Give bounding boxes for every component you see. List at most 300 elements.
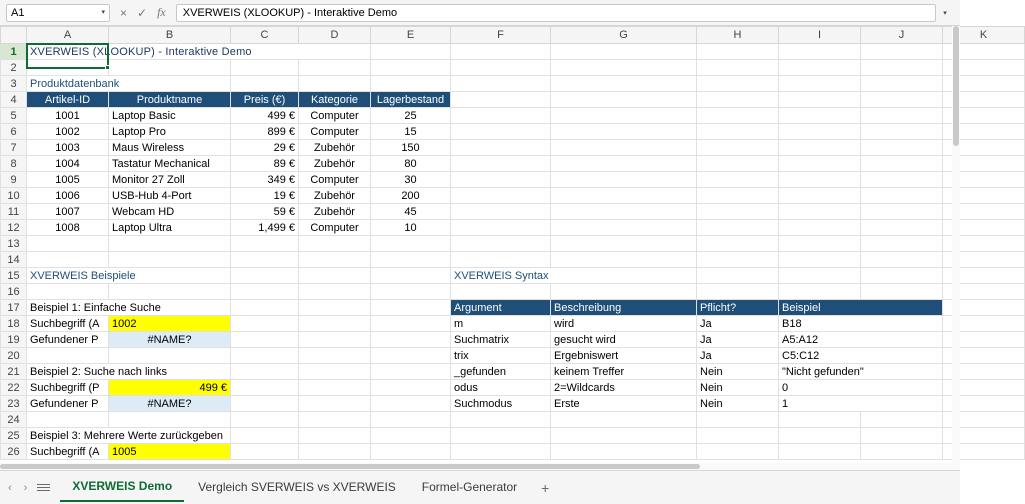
syntax-cell-beispiel[interactable]: C5:C12 [779, 348, 943, 364]
cell-G8[interactable] [551, 156, 697, 172]
row-header-5[interactable]: 5 [1, 108, 27, 124]
db-cell-stock[interactable]: 200 [371, 188, 451, 204]
row-header-6[interactable]: 6 [1, 124, 27, 140]
cell-J15[interactable] [861, 268, 943, 284]
cell-A19-example1-result-label[interactable]: Gefundener P [27, 332, 109, 348]
cell-J5[interactable] [861, 108, 943, 124]
cell-G3[interactable] [551, 76, 697, 92]
row-header-19[interactable]: 19 [1, 332, 27, 348]
cell-F15-section-syntax[interactable]: XVERWEIS Syntax [451, 268, 697, 284]
cell-G13[interactable] [551, 236, 697, 252]
row-header-24[interactable]: 24 [1, 412, 27, 428]
row-header-3[interactable]: 3 [1, 76, 27, 92]
cell-A18-example1-label[interactable]: Suchbegriff (A [27, 316, 109, 332]
cell-H14[interactable] [697, 252, 779, 268]
cell-I4[interactable] [779, 92, 861, 108]
vertical-scrollbar-thumb[interactable] [953, 26, 959, 146]
cell-A21-example2-title[interactable]: Beispiel 2: Suche nach links [27, 364, 231, 380]
cell-A1-title[interactable]: XVERWEIS (XLOOKUP) - Interaktive Demo [27, 44, 371, 60]
cell-A2[interactable] [27, 60, 109, 76]
db-header-kategorie[interactable]: Kategorie [299, 92, 371, 108]
spreadsheet-grid[interactable] [0, 26, 988, 466]
column-header-C[interactable]: C [231, 27, 299, 44]
syntax-header-beispiel[interactable]: Beispiel [779, 300, 943, 316]
cell-F24[interactable] [451, 412, 551, 428]
db-cell-price[interactable]: 89 € [231, 156, 299, 172]
cell-I3[interactable] [779, 76, 861, 92]
cell-E3[interactable] [371, 76, 451, 92]
syntax-cell-beschreibung[interactable]: 2=Wildcards [551, 380, 697, 396]
row-header-20[interactable]: 20 [1, 348, 27, 364]
cell-E14[interactable] [371, 252, 451, 268]
db-cell-stock[interactable]: 45 [371, 204, 451, 220]
syntax-cell-argument[interactable]: trix [451, 348, 551, 364]
cell-B14[interactable] [109, 252, 231, 268]
cell-I25[interactable] [779, 428, 861, 444]
cell-J16[interactable] [861, 284, 943, 300]
cell-F3[interactable] [451, 76, 551, 92]
cell-G14[interactable] [551, 252, 697, 268]
db-cell-id[interactable]: 1002 [27, 124, 109, 140]
cell-F2[interactable] [451, 60, 551, 76]
cell-J3[interactable] [861, 76, 943, 92]
db-cell-price[interactable]: 29 € [231, 140, 299, 156]
cell-F25[interactable] [451, 428, 551, 444]
cell-J12[interactable] [861, 220, 943, 236]
cell-G6[interactable] [551, 124, 697, 140]
row-header-9[interactable]: 9 [1, 172, 27, 188]
db-cell-id[interactable]: 1006 [27, 188, 109, 204]
cell-C22[interactable] [231, 380, 299, 396]
cell-I7[interactable] [779, 140, 861, 156]
cell-I14[interactable] [779, 252, 861, 268]
cell-J26[interactable] [861, 444, 943, 460]
syntax-cell-argument[interactable]: Suchmodus [451, 396, 551, 412]
db-cell-price[interactable]: 19 € [231, 188, 299, 204]
cell-E19[interactable] [371, 332, 451, 348]
cell-G10[interactable] [551, 188, 697, 204]
cell-I5[interactable] [779, 108, 861, 124]
column-header-G[interactable]: G [551, 27, 697, 44]
row-header-7[interactable]: 7 [1, 140, 27, 156]
db-header-artikel-id[interactable]: Artikel-ID [27, 92, 109, 108]
sheet-tab-formel-generator[interactable] [410, 474, 529, 501]
cell-G12[interactable] [551, 220, 697, 236]
syntax-header-beschreibung[interactable]: Beschreibung [551, 300, 697, 316]
cell-E20[interactable] [371, 348, 451, 364]
cell-A20[interactable] [27, 348, 109, 364]
column-header-H[interactable]: H [697, 27, 779, 44]
formula-input[interactable] [176, 4, 936, 22]
cell-E24[interactable] [371, 412, 451, 428]
row-header-11[interactable]: 11 [1, 204, 27, 220]
syntax-cell-pflicht[interactable]: Nein [697, 380, 779, 396]
db-cell-price[interactable]: 499 € [231, 108, 299, 124]
cell-H8[interactable] [697, 156, 779, 172]
syntax-cell-beschreibung[interactable]: Ergebniswert [551, 348, 697, 364]
cell-F13[interactable] [451, 236, 551, 252]
row-header-8[interactable]: 8 [1, 156, 27, 172]
row-header-26[interactable]: 26 [1, 444, 27, 460]
cell-C14[interactable] [231, 252, 299, 268]
cell-G11[interactable] [551, 204, 697, 220]
cell-D24[interactable] [299, 412, 371, 428]
db-cell-name[interactable]: Maus Wireless [109, 140, 231, 156]
row-header-10[interactable]: 10 [1, 188, 27, 204]
sheet-tab-xverweis-demo[interactable] [60, 473, 184, 502]
cell-E15[interactable] [371, 268, 451, 284]
cell-B26-example3-value[interactable]: 1005 [109, 444, 231, 460]
db-cell-category[interactable]: Zubehör [299, 204, 371, 220]
column-header-A[interactable]: A [27, 27, 109, 44]
cell-J7[interactable] [861, 140, 943, 156]
cell-H2[interactable] [697, 60, 779, 76]
cell-A26-example3-label[interactable]: Suchbegriff (A [27, 444, 109, 460]
cell-G24[interactable] [551, 412, 697, 428]
cell-H15[interactable] [697, 268, 779, 284]
cell-C23[interactable] [231, 396, 299, 412]
cell-C19[interactable] [231, 332, 299, 348]
cell-E16[interactable] [371, 284, 451, 300]
cell-J6[interactable] [861, 124, 943, 140]
cell-H24[interactable] [697, 412, 779, 428]
cell-A14[interactable] [27, 252, 109, 268]
syntax-cell-beispiel[interactable]: "Nicht gefunden" [779, 364, 943, 380]
cell-B23-example2-result[interactable]: #NAME? [109, 396, 231, 412]
cell-J11[interactable] [861, 204, 943, 220]
cell-G7[interactable] [551, 140, 697, 156]
syntax-cell-beschreibung[interactable]: Erste [551, 396, 697, 412]
row-header-17[interactable]: 17 [1, 300, 27, 316]
cell-E25[interactable] [371, 428, 451, 444]
row-header-22[interactable]: 22 [1, 380, 27, 396]
cell-G26[interactable] [551, 444, 697, 460]
cell-C2[interactable] [231, 60, 299, 76]
cell-J13[interactable] [861, 236, 943, 252]
row-header-14[interactable]: 14 [1, 252, 27, 268]
cell-D13[interactable] [299, 236, 371, 252]
cell-F16[interactable] [451, 284, 551, 300]
cell-C26[interactable] [231, 444, 299, 460]
cell-B16[interactable] [109, 284, 231, 300]
cell-F11[interactable] [451, 204, 551, 220]
cell-I2[interactable] [779, 60, 861, 76]
db-cell-category[interactable]: Computer [299, 220, 371, 236]
cell-J14[interactable] [861, 252, 943, 268]
cell-G4[interactable] [551, 92, 697, 108]
cell-J24[interactable] [861, 412, 943, 428]
syntax-cell-pflicht[interactable]: Ja [697, 332, 779, 348]
cell-E13[interactable] [371, 236, 451, 252]
cell-D3[interactable] [299, 76, 371, 92]
cell-F10[interactable] [451, 188, 551, 204]
cell-D17[interactable] [299, 300, 371, 316]
row-header-25[interactable]: 25 [1, 428, 27, 444]
db-cell-name[interactable]: Laptop Basic [109, 108, 231, 124]
cell-B24[interactable] [109, 412, 231, 428]
cell-B20[interactable] [109, 348, 231, 364]
cell-F1[interactable] [451, 44, 551, 60]
cell-I13[interactable] [779, 236, 861, 252]
cell-E22[interactable] [371, 380, 451, 396]
cell-H1[interactable] [697, 44, 779, 60]
row-header-4[interactable]: 4 [1, 92, 27, 108]
cell-J8[interactable] [861, 156, 943, 172]
cell-D2[interactable] [299, 60, 371, 76]
cell-J9[interactable] [861, 172, 943, 188]
row-header-13[interactable]: 13 [1, 236, 27, 252]
db-cell-name[interactable]: USB-Hub 4-Port [109, 188, 231, 204]
db-cell-id[interactable]: 1004 [27, 156, 109, 172]
cell-A13[interactable] [27, 236, 109, 252]
previous-sheet-icon[interactable]: ‹ [8, 481, 12, 494]
all-sheets-icon[interactable] [37, 484, 50, 491]
cell-J10[interactable] [861, 188, 943, 204]
db-cell-stock[interactable]: 10 [371, 220, 451, 236]
cell-H4[interactable] [697, 92, 779, 108]
cell-H7[interactable] [697, 140, 779, 156]
column-header-I[interactable]: I [779, 27, 861, 44]
syntax-cell-beispiel[interactable]: 0 [779, 380, 943, 396]
cell-C24[interactable] [231, 412, 299, 428]
row-header-15[interactable]: 15 [1, 268, 27, 284]
db-cell-category[interactable]: Computer [299, 124, 371, 140]
cell-I9[interactable] [779, 172, 861, 188]
column-header-K[interactable]: K [943, 27, 1025, 44]
cell-C15[interactable] [231, 268, 299, 284]
db-header-lagerbestand[interactable]: Lagerbestand [371, 92, 451, 108]
cell-I26[interactable] [779, 444, 861, 460]
cell-H3[interactable] [697, 76, 779, 92]
cell-I6[interactable] [779, 124, 861, 140]
cell-I1[interactable] [779, 44, 861, 60]
cell-C16[interactable] [231, 284, 299, 300]
cell-F6[interactable] [451, 124, 551, 140]
cell-D20[interactable] [299, 348, 371, 364]
cell-A25-example3-title[interactable]: Beispiel 3: Mehrere Werte zurückgeben [27, 428, 231, 444]
cell-B22-example2-value[interactable]: 499 € [109, 380, 231, 396]
db-cell-stock[interactable]: 80 [371, 156, 451, 172]
cell-D14[interactable] [299, 252, 371, 268]
db-cell-name[interactable]: Monitor 27 Zoll [109, 172, 231, 188]
cell-D25[interactable] [299, 428, 371, 444]
syntax-header-pflicht[interactable]: Pflicht? [697, 300, 779, 316]
chevron-down-icon[interactable]: ▾ [101, 9, 105, 16]
db-cell-category[interactable]: Zubehör [299, 188, 371, 204]
cell-I8[interactable] [779, 156, 861, 172]
column-header-B[interactable]: B [109, 27, 231, 44]
syntax-cell-pflicht[interactable]: Nein [697, 364, 779, 380]
syntax-cell-beschreibung[interactable]: wird [551, 316, 697, 332]
cell-G1[interactable] [551, 44, 697, 60]
cell-A24[interactable] [27, 412, 109, 428]
db-cell-id[interactable]: 1001 [27, 108, 109, 124]
cell-E23[interactable] [371, 396, 451, 412]
syntax-cell-beispiel[interactable]: A5:A12 [779, 332, 943, 348]
insert-function-icon[interactable]: fx [157, 5, 166, 19]
row-header-23[interactable]: 23 [1, 396, 27, 412]
db-cell-stock[interactable]: 25 [371, 108, 451, 124]
cell-F12[interactable] [451, 220, 551, 236]
syntax-cell-beschreibung[interactable]: keinem Treffer [551, 364, 697, 380]
column-header-F[interactable]: F [451, 27, 551, 44]
row-header-2[interactable]: 2 [1, 60, 27, 76]
cell-H6[interactable] [697, 124, 779, 140]
cell-H11[interactable] [697, 204, 779, 220]
db-cell-category[interactable]: Computer [299, 172, 371, 188]
cell-D23[interactable] [299, 396, 371, 412]
db-cell-stock[interactable]: 15 [371, 124, 451, 140]
db-cell-price[interactable]: 1,499 € [231, 220, 299, 236]
cell-B19-example1-result[interactable]: #NAME? [109, 332, 231, 348]
cell-A17-example1-title[interactable]: Beispiel 1: Einfache Suche [27, 300, 231, 316]
cell-E26[interactable] [371, 444, 451, 460]
select-all-corner[interactable] [1, 27, 27, 44]
cell-I24[interactable] [779, 412, 861, 428]
syntax-cell-argument[interactable]: Suchmatrix [451, 332, 551, 348]
cell-I11[interactable] [779, 204, 861, 220]
syntax-cell-beispiel[interactable]: B18 [779, 316, 943, 332]
cell-B2[interactable] [109, 60, 231, 76]
next-sheet-icon[interactable]: › [23, 481, 28, 494]
cell-H5[interactable] [697, 108, 779, 124]
db-cell-category[interactable]: Zubehör [299, 156, 371, 172]
row-header-16[interactable]: 16 [1, 284, 27, 300]
cell-I10[interactable] [779, 188, 861, 204]
cell-A22-example2-label[interactable]: Suchbegriff (P [27, 380, 109, 396]
cell-H13[interactable] [697, 236, 779, 252]
cell-J4[interactable] [861, 92, 943, 108]
cell-D19[interactable] [299, 332, 371, 348]
cell-C18[interactable] [231, 316, 299, 332]
cell-H9[interactable] [697, 172, 779, 188]
cell-D22[interactable] [299, 380, 371, 396]
db-cell-category[interactable]: Computer [299, 108, 371, 124]
cell-J25[interactable] [861, 428, 943, 444]
syntax-cell-pflicht[interactable]: Nein [697, 396, 779, 412]
syntax-cell-pflicht[interactable]: Ja [697, 348, 779, 364]
sheet-tab-vergleich[interactable] [186, 474, 408, 501]
cell-C25[interactable] [231, 428, 299, 444]
db-cell-category[interactable]: Zubehör [299, 140, 371, 156]
cell-C21[interactable] [231, 364, 299, 380]
syntax-cell-beschreibung[interactable]: gesucht wird [551, 332, 697, 348]
cell-A23-example2-result-label[interactable]: Gefundener P [27, 396, 109, 412]
cell-B18-example1-value[interactable]: 1002 [109, 316, 231, 332]
cell-F9[interactable] [451, 172, 551, 188]
row-header-18[interactable]: 18 [1, 316, 27, 332]
cell-F14[interactable] [451, 252, 551, 268]
db-cell-name[interactable]: Tastatur Mechanical [109, 156, 231, 172]
db-cell-name[interactable]: Laptop Pro [109, 124, 231, 140]
row-header-12[interactable]: 12 [1, 220, 27, 236]
column-header-J[interactable]: J [861, 27, 943, 44]
cell-H26[interactable] [697, 444, 779, 460]
cell-F8[interactable] [451, 156, 551, 172]
horizontal-scrollbar-thumb[interactable] [0, 464, 700, 469]
cell-D15[interactable] [299, 268, 371, 284]
db-cell-id[interactable]: 1005 [27, 172, 109, 188]
db-cell-price[interactable]: 59 € [231, 204, 299, 220]
vertical-scrollbar[interactable] [952, 26, 960, 470]
cell-E17[interactable] [371, 300, 451, 316]
db-cell-stock[interactable]: 30 [371, 172, 451, 188]
db-cell-id[interactable]: 1003 [27, 140, 109, 156]
cell-G25[interactable] [551, 428, 697, 444]
syntax-cell-beispiel[interactable]: 1 [779, 396, 943, 412]
cell-B13[interactable] [109, 236, 231, 252]
cell-J1[interactable] [861, 44, 943, 60]
db-cell-price[interactable]: 899 € [231, 124, 299, 140]
cell-D18[interactable] [299, 316, 371, 332]
horizontal-scrollbar[interactable] [0, 463, 952, 470]
row-header-1[interactable]: 1 [1, 44, 27, 60]
cell-E21[interactable] [371, 364, 451, 380]
db-cell-stock[interactable]: 150 [371, 140, 451, 156]
cell-G2[interactable] [551, 60, 697, 76]
cell-G16[interactable] [551, 284, 697, 300]
cell-F5[interactable] [451, 108, 551, 124]
cell-A16[interactable] [27, 284, 109, 300]
cell-H12[interactable] [697, 220, 779, 236]
cell-F26[interactable] [451, 444, 551, 460]
cell-C20[interactable] [231, 348, 299, 364]
syntax-cell-argument[interactable]: _gefunden [451, 364, 551, 380]
cell-F7[interactable] [451, 140, 551, 156]
cell-A15-section-examples[interactable]: XVERWEIS Beispiele [27, 268, 231, 284]
db-header-produktname[interactable]: Produktname [109, 92, 231, 108]
row-header-21[interactable]: 21 [1, 364, 27, 380]
cell-C3[interactable] [231, 76, 299, 92]
db-cell-name[interactable]: Webcam HD [109, 204, 231, 220]
syntax-cell-argument[interactable]: odus [451, 380, 551, 396]
cell-E2[interactable] [371, 60, 451, 76]
db-cell-price[interactable]: 349 € [231, 172, 299, 188]
cell-J2[interactable] [861, 60, 943, 76]
db-cell-id[interactable]: 1007 [27, 204, 109, 220]
cancel-icon[interactable]: × [120, 5, 128, 20]
db-cell-name[interactable]: Laptop Ultra [109, 220, 231, 236]
cell-H10[interactable] [697, 188, 779, 204]
column-header-D[interactable]: D [299, 27, 371, 44]
cell-D16[interactable] [299, 284, 371, 300]
add-sheet-icon[interactable]: + [541, 479, 550, 496]
confirm-icon[interactable]: ✓ [137, 5, 148, 20]
db-header-preis[interactable]: Preis (€) [231, 92, 299, 108]
expand-formula-bar-icon[interactable]: ▾ [943, 9, 947, 17]
cell-A3-section-db[interactable]: Produktdatenbank [27, 76, 231, 92]
cell-H25[interactable] [697, 428, 779, 444]
cell-G5[interactable] [551, 108, 697, 124]
cell-I12[interactable] [779, 220, 861, 236]
cell-G9[interactable] [551, 172, 697, 188]
cell-C17[interactable] [231, 300, 299, 316]
cell-D26[interactable] [299, 444, 371, 460]
column-header-E[interactable]: E [371, 27, 451, 44]
syntax-cell-argument[interactable]: m [451, 316, 551, 332]
name-box[interactable] [6, 4, 110, 22]
cell-E18[interactable] [371, 316, 451, 332]
cell-I15[interactable] [779, 268, 861, 284]
cell-E1[interactable] [371, 44, 451, 60]
syntax-header-argument[interactable]: Argument [451, 300, 551, 316]
cell-C13[interactable] [231, 236, 299, 252]
cell-I16[interactable] [779, 284, 861, 300]
cell-F4[interactable] [451, 92, 551, 108]
cell-H16[interactable] [697, 284, 779, 300]
syntax-cell-pflicht[interactable]: Ja [697, 316, 779, 332]
db-cell-id[interactable]: 1008 [27, 220, 109, 236]
